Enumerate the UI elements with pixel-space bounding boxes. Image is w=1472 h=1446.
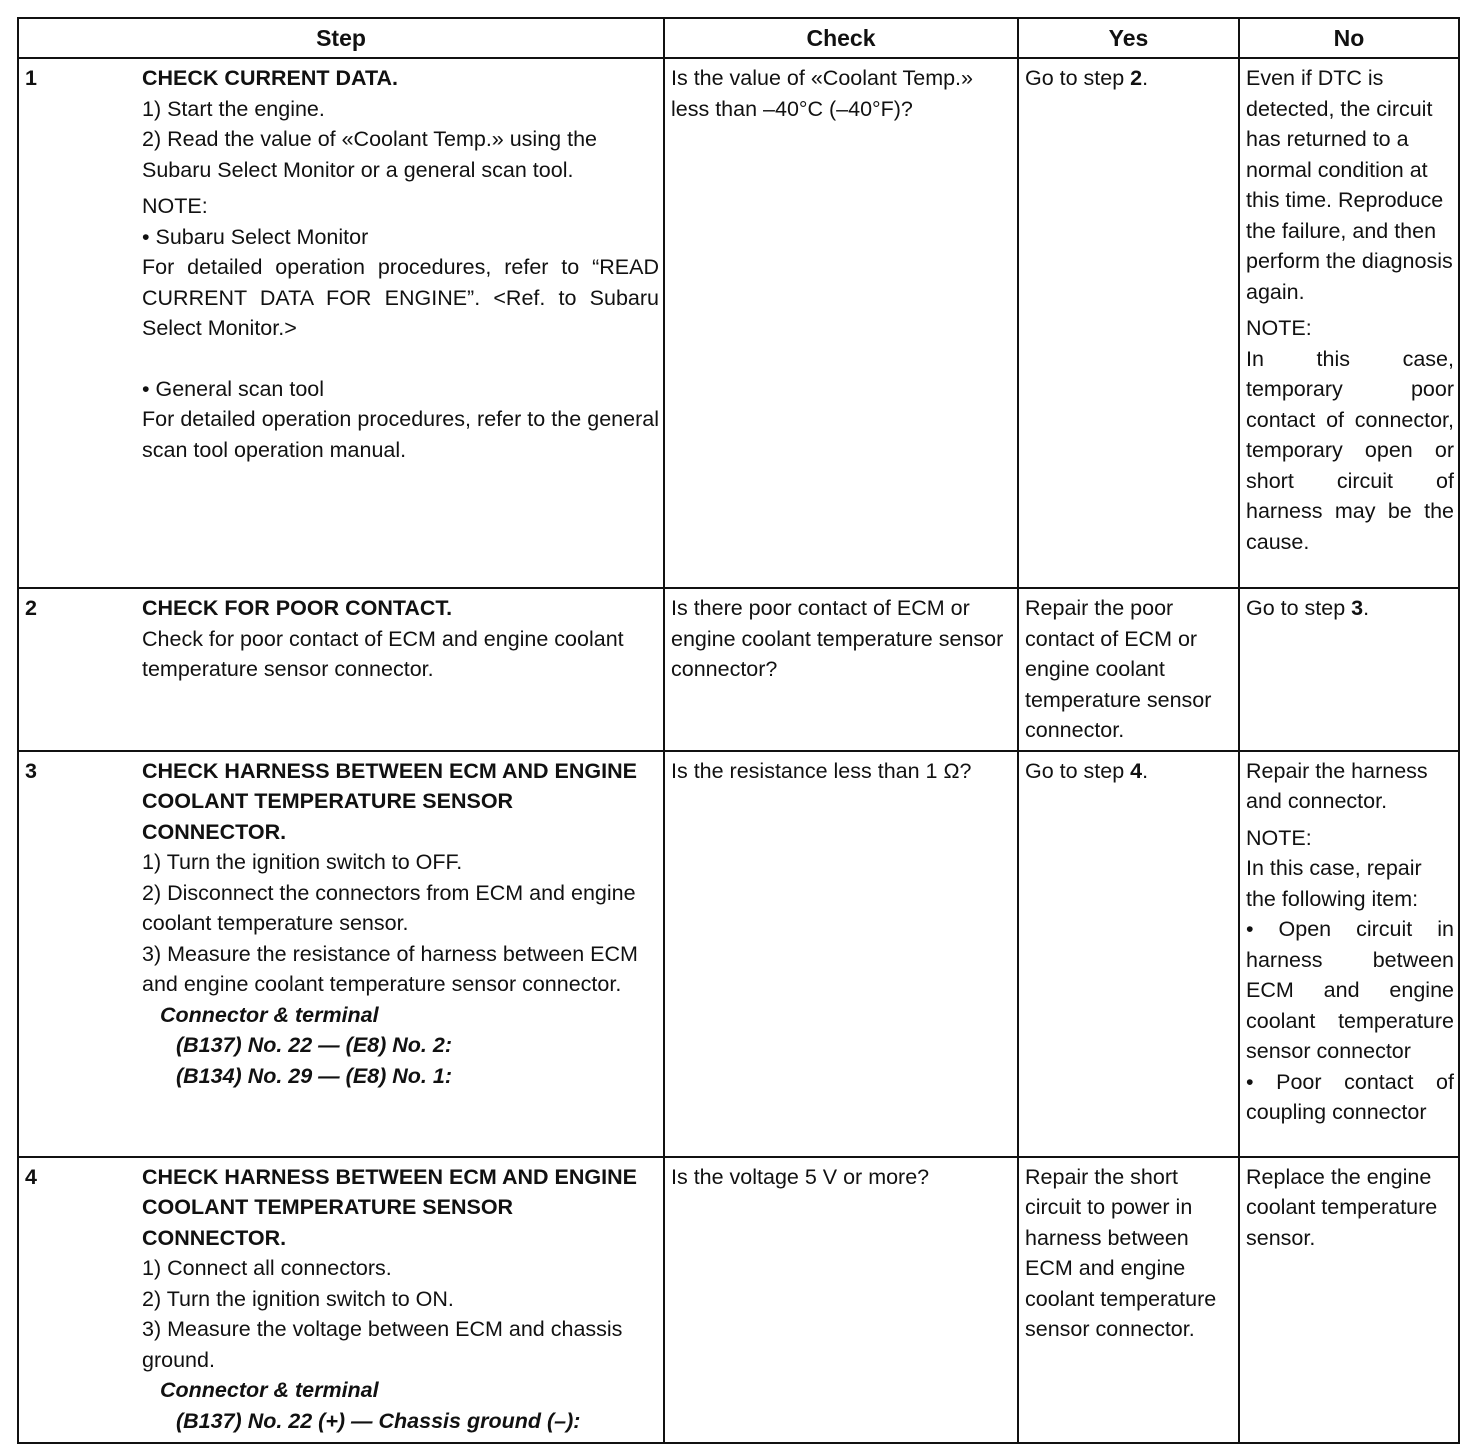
header-yes: Yes [1018,18,1239,58]
step-line: 2) Disconnect the connectors from ECM and engine coolant temperature sensor. [142,880,636,935]
step-line: 3) Measure the voltage between ECM and chassis ground. [142,1317,623,1372]
terminal-spec: (B134) No. 29 — (E8) No. 1: [176,1063,452,1088]
check-cell: Is the voltage 5 V or more? [664,1157,1018,1444]
step-cell [18,588,664,751]
step-cell [18,58,664,588]
yes-text: Go to step [1025,758,1131,783]
no-text: Go to step [1246,596,1352,620]
step-title: CHECK HARNESS BETWEEN ECM AND ENGINE COOLANT TEMPERATURE SENSOR CONNECTOR. [142,758,637,844]
step-title: CHECK FOR POOR CONTACT. [142,596,453,620]
check-cell: Is the value of «Coolant Temp.» less than –40°C (–40°F)? [664,58,1018,588]
terminal-spec: (B137) No. 22 — (E8) No. 2: [176,1033,452,1057]
step-line: Check for poor contact of ECM and engine coolant temperature sensor connector. [142,626,624,681]
yes-cell: Repair the short circuit to power in harness between ECM and engine coolant temperature sensor connector. [1018,1157,1239,1444]
step-title: CHECK HARNESS BETWEEN ECM AND ENGINE COOLANT TEMPERATURE SENSOR CONNECTOR. [142,1164,637,1250]
bullet-item: • Subaru Select Monitor [142,224,369,249]
note-label: NOTE: [1246,316,1312,340]
header-step: Step [18,18,664,58]
yes-text-end: . [1142,758,1149,783]
step-ref: 4 [1130,758,1143,783]
table-row [18,751,1459,1157]
no-text: Repair the harness and connector. [1246,758,1428,813]
table-row [18,1157,1459,1444]
step-cell [18,751,664,1157]
no-cell [1239,588,1459,751]
step-line: 1) Connect all connectors. [142,1256,392,1280]
step-number: 3 [25,758,37,783]
step-line: 2) Read the value of «Coolant Temp.» using the Subaru Select Monitor or a general scan tool. [142,127,597,182]
header-row [18,18,1459,58]
yes-cell [1018,751,1239,1157]
bullet-item: • Poor contact of coupling connector [1246,1069,1454,1124]
connector-terminal-label: Connector & terminal [160,1002,379,1027]
yes-cell [1018,58,1239,588]
check-cell: Is the resistance less than 1 Ω? [664,751,1018,1157]
step-cell [18,1157,664,1444]
note-text: In this case, repair the following item: [1246,856,1422,911]
note-label: NOTE: [142,194,208,218]
yes-text-end: . [1142,66,1149,90]
no-text-end: . [1363,596,1370,620]
step-line: 3) Measure the resistance of harness between ECM and engine coolant temperature sensor connector. [142,941,638,996]
no-cell [1239,58,1459,588]
yes-cell: Repair the poor contact of ECM or engine coolant temperature sensor connector. [1018,588,1239,751]
step-number: 2 [25,596,37,620]
yes-text: Go to step [1025,66,1131,90]
table-row [18,588,1459,751]
note-label: NOTE: [1246,825,1312,850]
step-title: CHECK CURRENT DATA. [142,66,398,90]
no-text: Even if DTC is detected, the circuit has returned to a normal condition at this time. Reproduce the failure, and then perform the diagnosis again. [1246,66,1453,304]
bullet-item: • General scan tool [142,376,325,401]
step-line: 1) Start the engine. [142,96,325,121]
step-number: 4 [25,1164,37,1189]
header-no: No [1239,18,1459,58]
step-ref: 3 [1351,596,1364,620]
step-line: 1) Turn the ignition switch to OFF. [142,850,463,874]
step-line: 2) Turn the ignition switch to ON. [142,1286,454,1311]
header-check: Check [664,18,1018,58]
step-number: 1 [25,66,37,90]
no-cell [1239,751,1459,1157]
connector-terminal-label: Connector & terminal [160,1378,379,1402]
table-row [18,58,1459,588]
step-ref: 2 [1130,66,1143,90]
note-paragraph: For detailed operation procedures, refer to the general scan tool operation manual. [142,407,659,462]
terminal-spec: (B137) No. 22 (+) — Chassis ground (–): [176,1408,581,1433]
bullet-item: • Open circuit in harness between ECM and engine coolant temperature sensor connector [1246,917,1454,1063]
diagnostic-table [17,17,1460,1444]
note-text: In this case, temporary poor contact of connector, temporary open or short circuit of harness may be the cause. [1246,346,1454,554]
check-cell: Is there poor contact of ECM or engine coolant temperature sensor connector? [664,588,1018,751]
no-cell: Replace the engine coolant temperature sensor. [1239,1157,1459,1444]
note-paragraph: For detailed operation procedures, refer to “READ CURRENT DATA FOR ENGINE”. <Ref. to Subaru Select Monitor.> [142,255,659,340]
